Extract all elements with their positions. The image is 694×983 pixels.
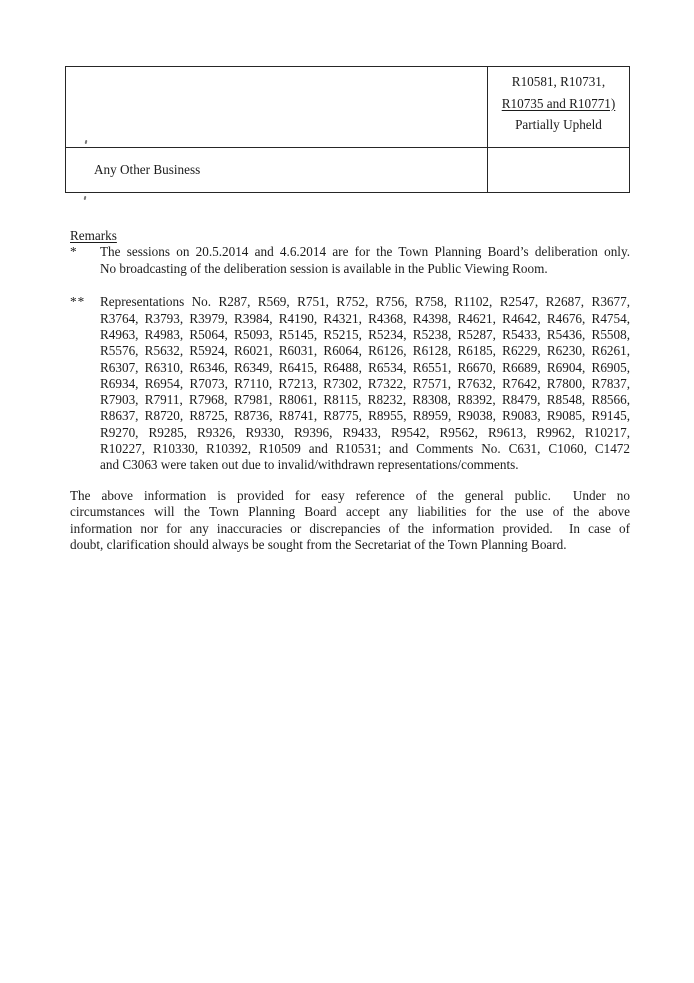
- disclaimer-line: doubt, clarification should always be sought from the Secretariat of the Town Planning Board.: [70, 537, 567, 553]
- note-line: Representations No. R287, R569, R751, R752, R756, R758, R1102, R2547, R2687, R3677,: [100, 294, 630, 310]
- remark-note-single-asterisk: [70, 244, 630, 277]
- note-text: [100, 244, 630, 277]
- decision-line: R10581, R10731,: [511, 74, 606, 89]
- agenda-item-cell: Any Other Business: [66, 148, 488, 193]
- decision-line-underlined: R10735 and R10771): [501, 95, 616, 111]
- remarks-heading: Remarks: [70, 228, 117, 243]
- table-row-any-other-business: [66, 148, 630, 193]
- note-line: No broadcasting of the deliberation session is available in the Public Viewing Room.: [100, 260, 548, 276]
- decision-cell: [488, 67, 630, 148]
- disclaimer-paragraph: [70, 488, 630, 554]
- double-asterisk-marker: **: [70, 294, 86, 310]
- note-text: [100, 294, 630, 473]
- table-row-result: [66, 67, 630, 148]
- remarks-section: [70, 228, 630, 554]
- note-line: R3764, R3793, R3979, R3984, R4190, R4321, R4368, R4398, R4621, R4642, R4676, R4754,: [100, 310, 630, 326]
- note-line: R7903, R7911, R7968, R7981, R8061, R8115, R8232, R8308, R8392, R8479, R8548, R8566,: [100, 392, 630, 408]
- agenda-item-cell-empty: [66, 67, 488, 148]
- note-line: R6307, R6310, R6346, R6349, R6415, R6488, R6534, R6551, R6670, R6689, R6904, R6905,: [100, 359, 630, 375]
- decision-line: Partially Upheld: [515, 117, 602, 132]
- note-line: R9270, R9285, R9326, R9330, R9396, R9433, R9542, R9562, R9613, R9962, R10217,: [100, 424, 630, 440]
- remark-note-double-asterisk: [70, 294, 630, 473]
- note-line: R4963, R4983, R5064, R5093, R5145, R5215, R5234, R5238, R5287, R5433, R5436, R5508,: [100, 326, 630, 342]
- note-line: R8637, R8720, R8725, R8736, R8741, R8775, R8955, R8959, R9038, R9083, R9085, R9145,: [100, 408, 630, 424]
- note-line: R10227, R10330, R10392, R10509 and R10531; and Comments No. C631, C1060, C1472: [100, 441, 630, 457]
- decision-cell-empty: [488, 148, 630, 193]
- disclaimer-line: circumstances will the Town Planning Board accept any liabilities for the use of the above: [70, 504, 630, 520]
- note-line: and C3063 were taken out due to invalid/withdrawn representations/comments.: [100, 457, 519, 473]
- disclaimer-line: The above information is provided for easy reference of the general public. Under no: [70, 487, 630, 503]
- asterisk-marker: *: [70, 244, 78, 260]
- scan-artifact: [84, 196, 87, 200]
- note-line: The sessions on 20.5.2014 and 4.6.2014 are for the Town Planning Board’s deliberation only.: [100, 244, 630, 260]
- note-line: R5576, R5632, R5924, R6021, R6031, R6064, R6126, R6128, R6185, R6229, R6230, R6261,: [100, 343, 630, 359]
- note-line: R6934, R6954, R7073, R7110, R7213, R7302, R7322, R7571, R7632, R7642, R7800, R7837,: [100, 375, 630, 391]
- agenda-table: [65, 66, 630, 193]
- disclaimer-line: information nor for any inaccuracies or discrepancies of the information provided. In case of: [70, 520, 630, 536]
